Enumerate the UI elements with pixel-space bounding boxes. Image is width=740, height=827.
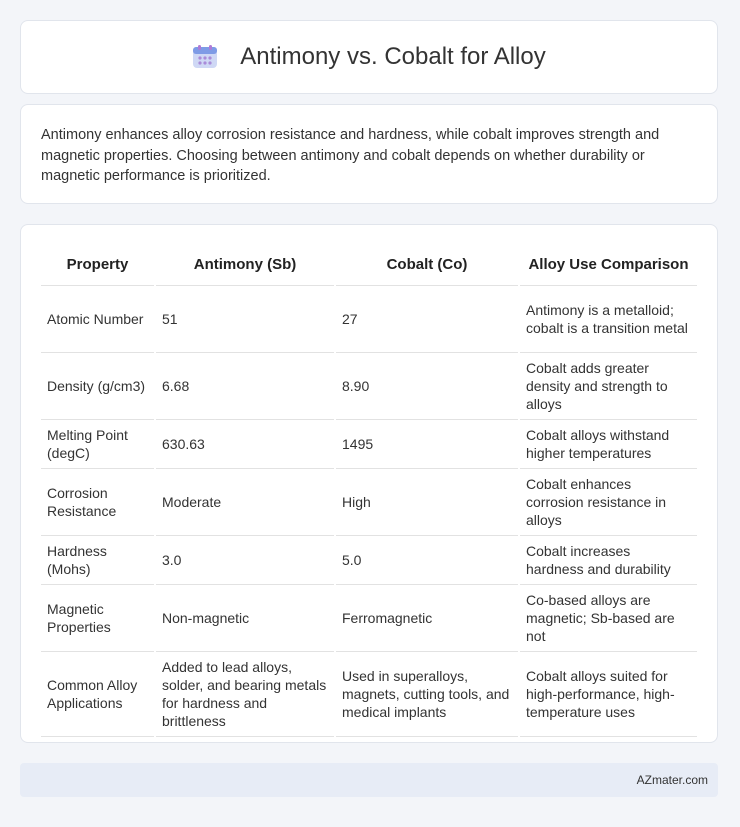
- table-cell: 630.63: [156, 420, 334, 469]
- table-cell: 6.68: [156, 353, 334, 420]
- table-cell: Cobalt enhances corrosion resistance in alloys: [520, 469, 697, 536]
- table-cell: Ferromagnetic: [336, 585, 518, 652]
- table-cell: Magnetic Properties: [41, 585, 154, 652]
- table-cell: Cobalt alloys suited for high-performance, high-temperature uses: [520, 652, 697, 737]
- column-header: Antimony (Sb): [156, 243, 334, 286]
- table-cell: Non-magnetic: [156, 585, 334, 652]
- table-row: [41, 469, 697, 536]
- table-cell: 5.0: [336, 536, 518, 585]
- table-cell: Moderate: [156, 469, 334, 536]
- intro-text: Antimony enhances alloy corrosion resistance and hardness, while cobalt improves strength and magnetic properties. Choosing between antimony and cobalt depends on whether durability or magnetic performance is prioritized.: [41, 127, 660, 184]
- intro-card: [20, 104, 718, 204]
- column-header: Property: [41, 243, 154, 286]
- table-cell: Density (g/cm3): [41, 353, 154, 420]
- comparison-table: [39, 243, 699, 737]
- table-card: [20, 224, 718, 743]
- calendar-icon: [192, 44, 218, 70]
- footer: [20, 763, 718, 797]
- table-cell: 27: [336, 286, 518, 353]
- page-title: Antimony vs. Cobalt for Alloy: [240, 43, 546, 70]
- table-cell: Used in superalloys, magnets, cutting tools, and medical implants: [336, 652, 518, 737]
- table-row: [41, 652, 697, 737]
- footer-brand: AZmater.com: [636, 773, 708, 787]
- table-cell: Cobalt increases hardness and durability: [520, 536, 697, 585]
- table-row: [41, 585, 697, 652]
- table-cell: Corrosion Resistance: [41, 469, 154, 536]
- table-cell: Antimony is a metalloid; cobalt is a transition metal: [520, 286, 697, 353]
- column-header: Cobalt (Co): [336, 243, 518, 286]
- table-cell: Co-based alloys are magnetic; Sb-based are not: [520, 585, 697, 652]
- table-cell: Cobalt adds greater density and strength to alloys: [520, 353, 697, 420]
- column-header: Alloy Use Comparison: [520, 243, 697, 286]
- title-card: [20, 20, 718, 94]
- table-cell: 3.0: [156, 536, 334, 585]
- table-row: [41, 536, 697, 585]
- table-row: [41, 353, 697, 420]
- table-row: [41, 286, 697, 353]
- table-row: [41, 420, 697, 469]
- table-cell: 51: [156, 286, 334, 353]
- table-cell: 1495: [336, 420, 518, 469]
- table-header-row: [41, 243, 697, 286]
- table-cell: Cobalt alloys withstand higher temperatures: [520, 420, 697, 469]
- table-cell: Atomic Number: [41, 286, 154, 353]
- table-cell: Added to lead alloys, solder, and bearing metals for hardness and brittleness: [156, 652, 334, 737]
- table-cell: High: [336, 469, 518, 536]
- table-cell: Melting Point (degC): [41, 420, 154, 469]
- table-cell: 8.90: [336, 353, 518, 420]
- table-cell: Common Alloy Applications: [41, 652, 154, 737]
- table-cell: Hardness (Mohs): [41, 536, 154, 585]
